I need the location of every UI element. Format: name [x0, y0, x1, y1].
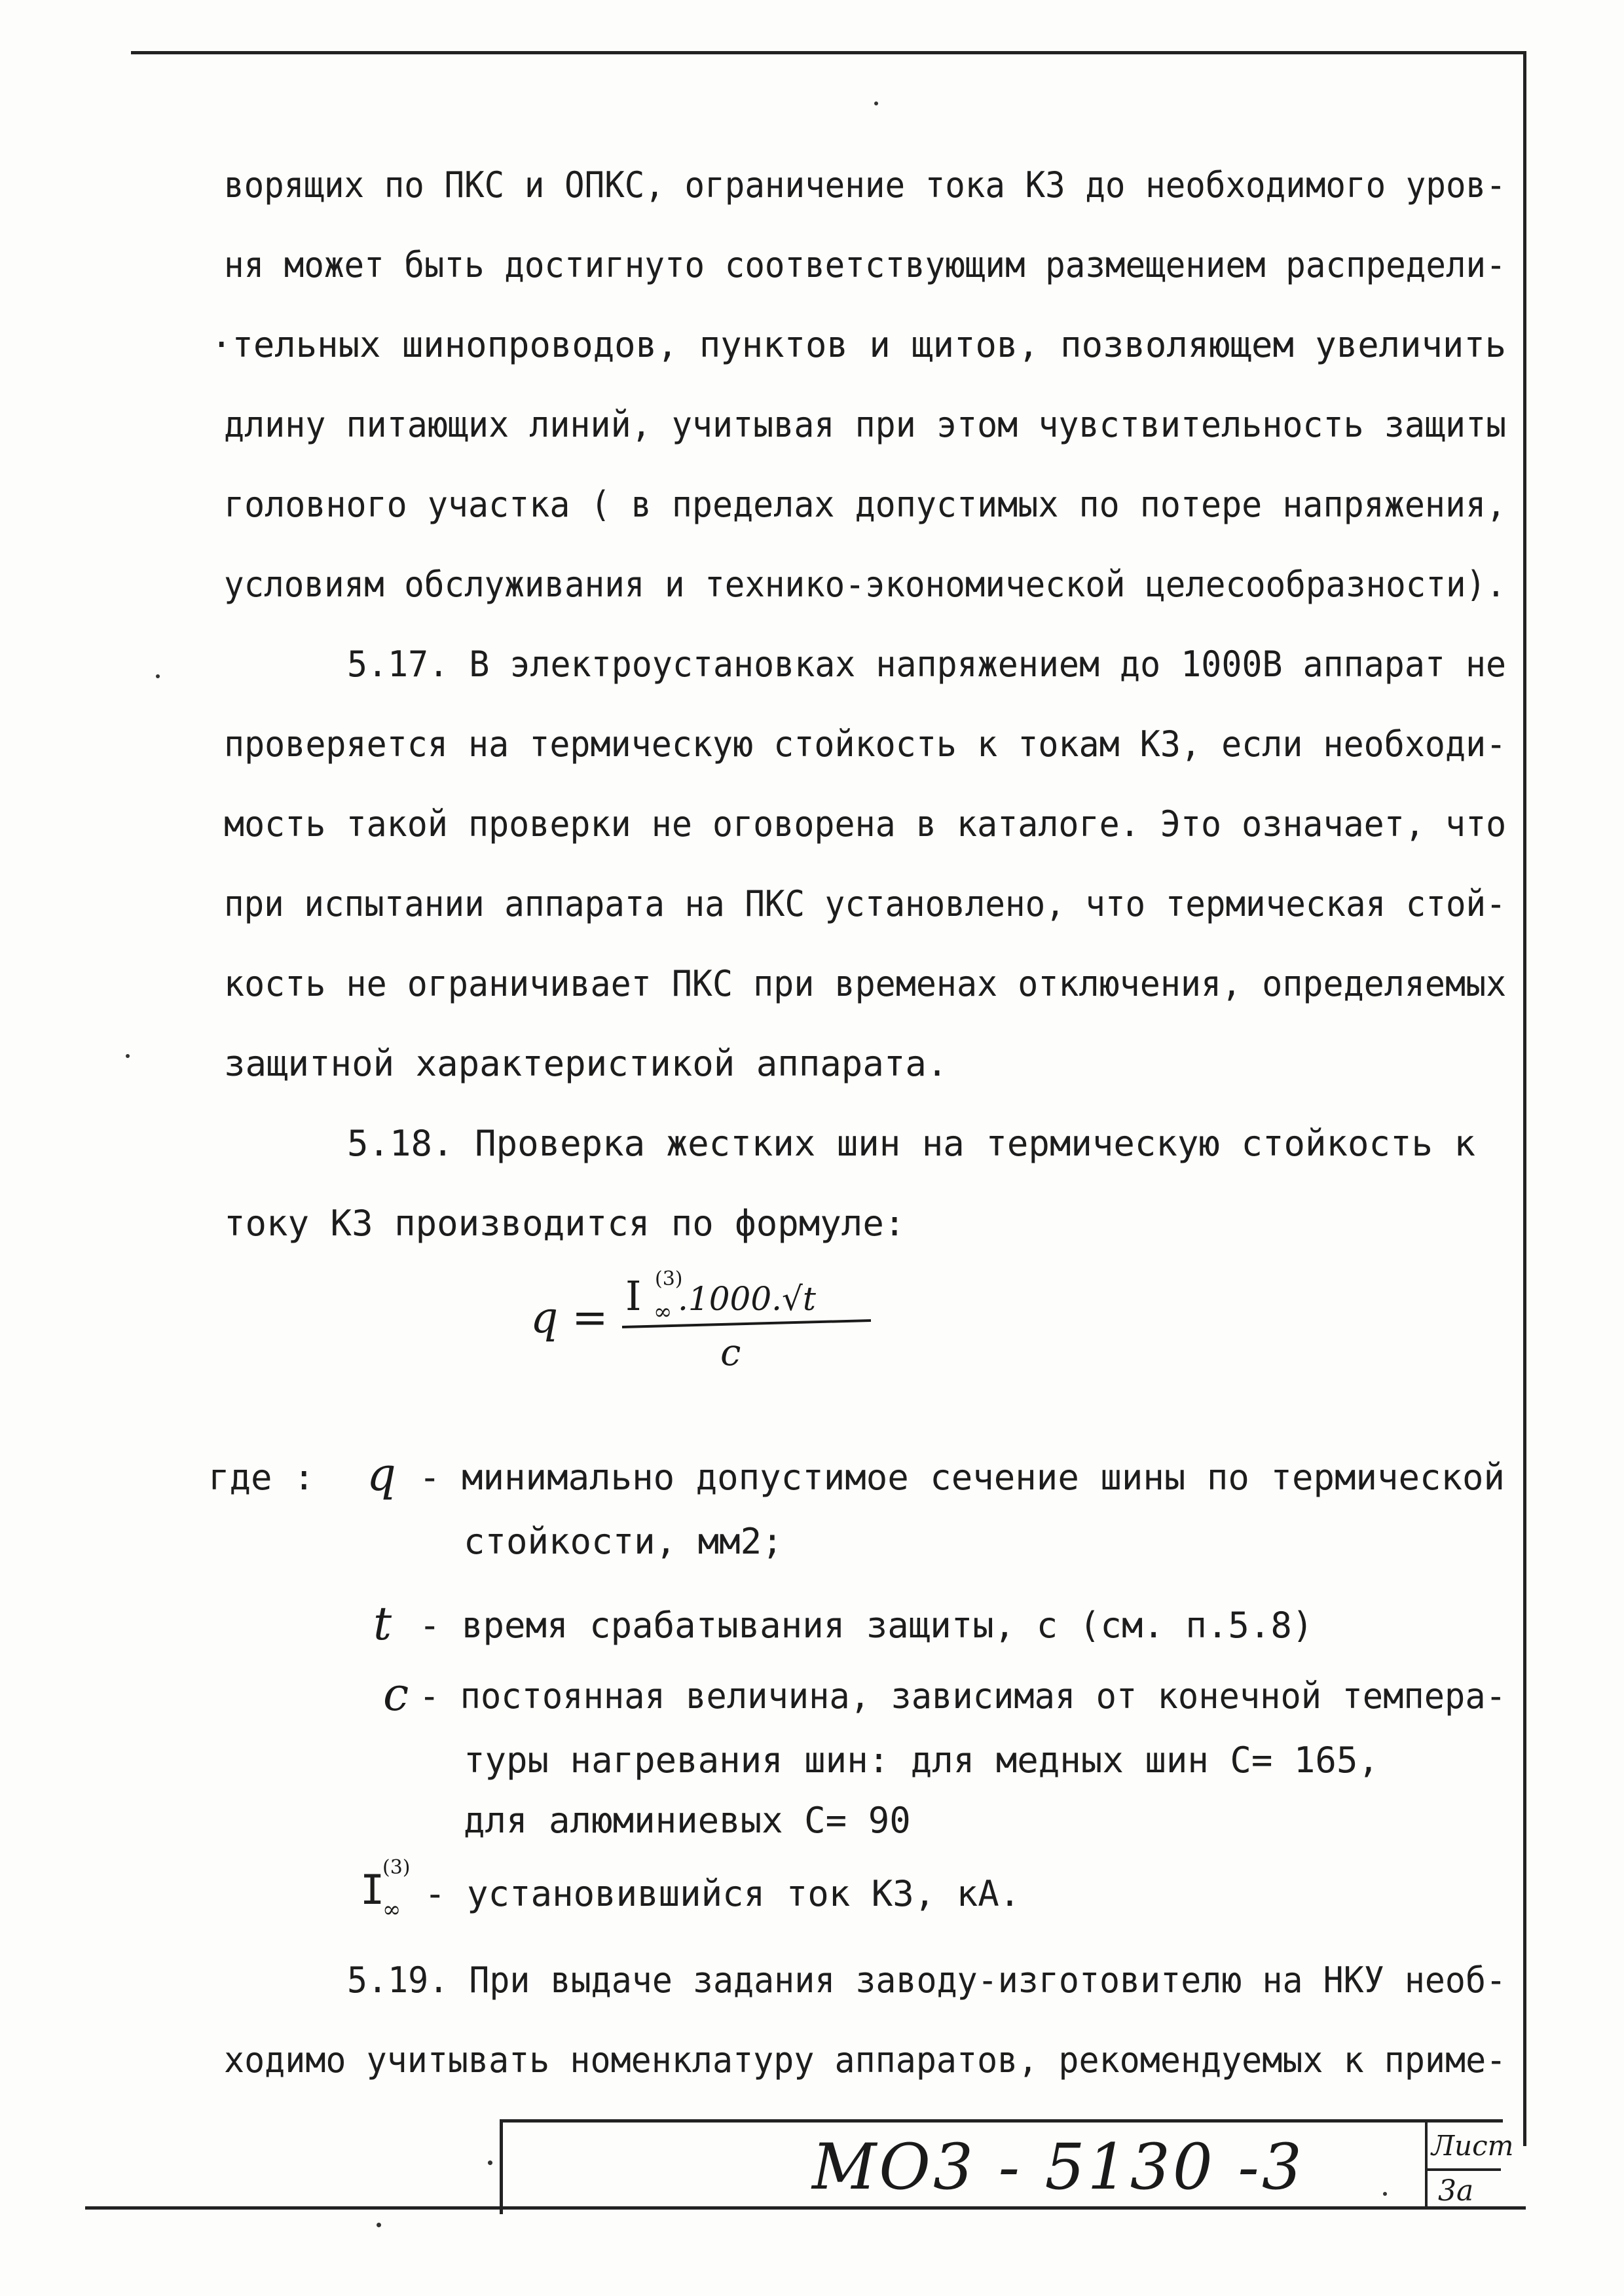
formula-current-symbol: I	[625, 1272, 642, 1320]
body-line: при испытании аппарата на ПКС установлено, что термическая стой-	[224, 883, 1506, 924]
formula-numerator-tail: .1000.√t	[678, 1280, 816, 1318]
body-line: кость не ограничивает ПКС при временах отключения, определяемых	[224, 963, 1507, 1004]
body-line: ходимо учитывать номенклатуру аппаратов, рекомендуемых к приме-	[224, 2039, 1507, 2081]
legend-i-text: - установившийся ток КЗ, кА.	[424, 1873, 1021, 1914]
legend-symbol-q: q	[367, 1448, 396, 1501]
scan-speck	[874, 101, 878, 105]
body-line: току КЗ производится по формуле:	[224, 1203, 906, 1244]
body-line: мость такой проверки не оговорена в каталоге. Это означает, что	[224, 803, 1507, 845]
body-line: проверяется на термическую стойкость к токам КЗ, если необходи-	[224, 723, 1507, 765]
svg-text:I: I	[360, 1866, 385, 1914]
sheet-label: Лист	[1431, 2130, 1514, 2162]
svg-text:∞: ∞	[382, 1897, 401, 1923]
scan-speck	[1383, 2192, 1387, 2196]
formula-superscript: (3)	[655, 1267, 683, 1290]
thermal-formula	[530, 1267, 897, 1372]
scan-speck	[126, 1054, 130, 1058]
legend-q-text: - минимально допустимое сечение шины по термической	[419, 1457, 1505, 1498]
paragraph-5-18-start: 5.18. Проверка жестких шин на термическую стойкость к	[347, 1123, 1476, 1164]
sheet-number: 3а	[1438, 2174, 1474, 2208]
where-label: где :	[208, 1457, 315, 1498]
paragraph-5-19-start: 5.19. При выдаче задания заводу-изготовителю на НКУ необ-	[347, 1959, 1507, 2001]
body-line: ворящих по ПКС и ОПКС, ограничение тока КЗ до необходимого уров-	[224, 164, 1506, 206]
legend-c-text-cont: туры нагревания шин: для медных шин С= 165,	[464, 1740, 1379, 1781]
document-code: МО3 - 5130 -3	[812, 2130, 1304, 2204]
legend-c-text-cont2: для алюминиевых С= 90	[464, 1800, 911, 1841]
legend-c-text: - постоянная величина, зависимая от конечной темпера-	[419, 1675, 1507, 1717]
frame-right-line	[1523, 51, 1526, 2146]
frame-top-line	[131, 51, 1526, 54]
svg-text:(3): (3)	[382, 1856, 411, 1879]
body-line: защитной характеристикой аппарата.	[224, 1043, 948, 1084]
legend-q-text-cont: стойкости, мм2;	[464, 1521, 783, 1562]
legend-symbol-t: t	[373, 1597, 392, 1650]
scan-speck	[488, 2160, 492, 2165]
body-line: ня может быть достигнуто соответствующим размещением распредели-	[224, 244, 1506, 285]
formula-subscript: ∞	[654, 1299, 673, 1325]
body-line: головного участка ( в пределах допустимых по потере напряжения,	[224, 484, 1507, 525]
body-line: длину питающих линий, учитывая при этом чувствительность защиты	[224, 404, 1507, 445]
scan-speck	[377, 2223, 381, 2227]
sheet-divider	[1425, 2168, 1501, 2171]
body-line: ·тельных шинопроводов, пунктов и щитов, позволяющем увеличить	[211, 324, 1507, 365]
paragraph-5-17-start: 5.17. В электроустановках напряжением до 1000В аппарат не	[347, 644, 1507, 685]
formula-denominator: c	[720, 1332, 741, 1372]
formula-lhs: q =	[530, 1292, 608, 1343]
body-line: условиям обслуживания и технико-экономической целесообразности).	[224, 564, 1506, 605]
legend-t-text: - время срабатывания защиты, с (см. п.5.8)	[419, 1605, 1314, 1646]
legend-symbol-i	[354, 1851, 426, 1923]
scan-speck	[156, 674, 160, 678]
legend-symbol-c: c	[383, 1667, 409, 1721]
